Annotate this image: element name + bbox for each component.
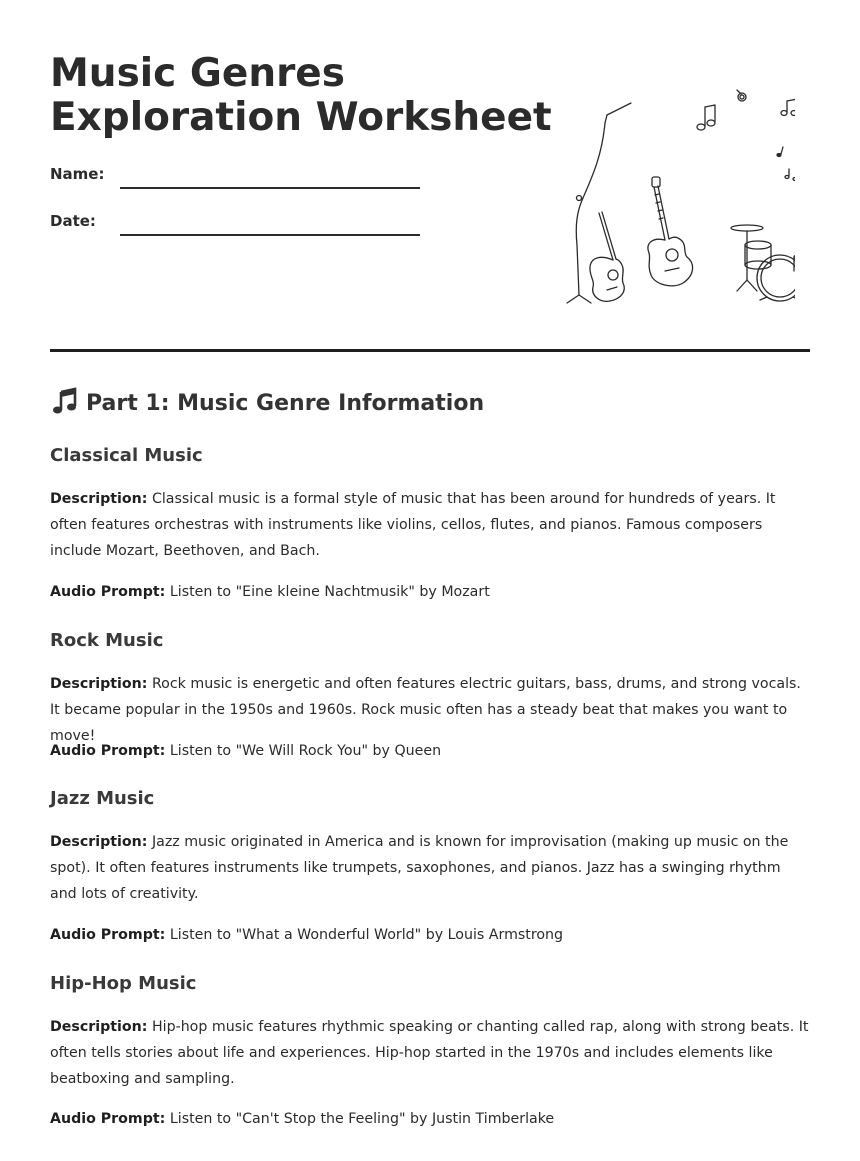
audio-prompt-text: Listen to "Can't Stop the Feeling" by Justin Timberlake (169, 1111, 555, 1127)
worksheet-title (50, 52, 552, 140)
audio-prompt-label: Audio Prompt: (50, 1111, 166, 1127)
microphone-stand-icon (567, 103, 631, 303)
description-label: Description: (50, 834, 148, 850)
genre-title-classical: Classical Music (50, 445, 203, 466)
description-label: Description: (50, 491, 148, 507)
genre-audio-prompt-rock (50, 739, 810, 765)
description-text: Classical music is a formal style of music that has been around for hundreds of years. It often features orchestras with instruments like violins, cellos, flutes, and pianos. Famous composers include Mozart, Beethoven, and Bach. (50, 491, 776, 559)
genre-audio-prompt-classical (50, 580, 810, 606)
part1-heading-text: Part 1: Music Genre Information (86, 391, 485, 416)
description-text: Hip-hop music features rhythmic speaking or chanting called rap, along with strong beats. It often tells stories about life and experiences. Hip-hop started in the 1970s and includes elements like beatboxing and sampling. (50, 1019, 809, 1087)
audio-prompt-label: Audio Prompt: (50, 927, 166, 943)
genre-description-classical (50, 487, 810, 564)
description-text: Jazz music originated in America and is known for improvisation (making up music on the spot). It often features instruments like trumpets, saxophones, and pianos. Jazz has a swinging rhythm and lots of creativity. (50, 834, 789, 902)
genre-title-jazz: Jazz Music (50, 788, 155, 809)
audio-prompt-label: Audio Prompt: (50, 584, 166, 600)
name-label: Name: (50, 165, 105, 183)
date-label: Date: (50, 212, 96, 230)
genre-title-rock: Rock Music (50, 630, 164, 651)
audio-prompt-text: Listen to "Eine kleine Nachtmusik" by Mozart (169, 584, 490, 600)
part1-heading (50, 386, 484, 421)
genre-description-jazz (50, 830, 810, 907)
genre-description-rock (50, 672, 810, 749)
acoustic-guitar-right-icon (648, 177, 693, 286)
genre-audio-prompt-hiphop (50, 1107, 810, 1133)
name-field-row (50, 160, 430, 190)
title-line-1: Music Genres (50, 51, 345, 96)
music-instruments-illustration (555, 85, 795, 310)
audio-prompt-text: Listen to "What a Wonderful World" by Louis Armstrong (169, 927, 564, 943)
worksheet-page (50, 0, 810, 1161)
genre-description-hiphop (50, 1015, 810, 1092)
date-input[interactable] (120, 234, 420, 236)
title-line-2: Exploration Worksheet (50, 95, 552, 140)
header-divider (50, 349, 810, 352)
acoustic-guitar-left-icon (590, 212, 624, 301)
date-field-row (50, 207, 430, 237)
description-label: Description: (50, 676, 148, 692)
audio-prompt-label: Audio Prompt: (50, 743, 166, 759)
drum-kit-icon (731, 225, 795, 301)
name-input[interactable] (120, 187, 420, 189)
music-notes-icon (697, 90, 795, 199)
description-label: Description: (50, 1019, 148, 1035)
audio-prompt-text: Listen to "We Will Rock You" by Queen (169, 743, 442, 759)
description-text: Rock music is energetic and often features electric guitars, bass, drums, and strong vocals. It became popular in the 1950s and 1960s. Rock music often has a steady beat that makes you want to move! (50, 676, 801, 744)
music-note-icon (50, 386, 80, 416)
genre-title-hiphop: Hip-Hop Music (50, 973, 197, 994)
genre-audio-prompt-jazz (50, 923, 810, 949)
